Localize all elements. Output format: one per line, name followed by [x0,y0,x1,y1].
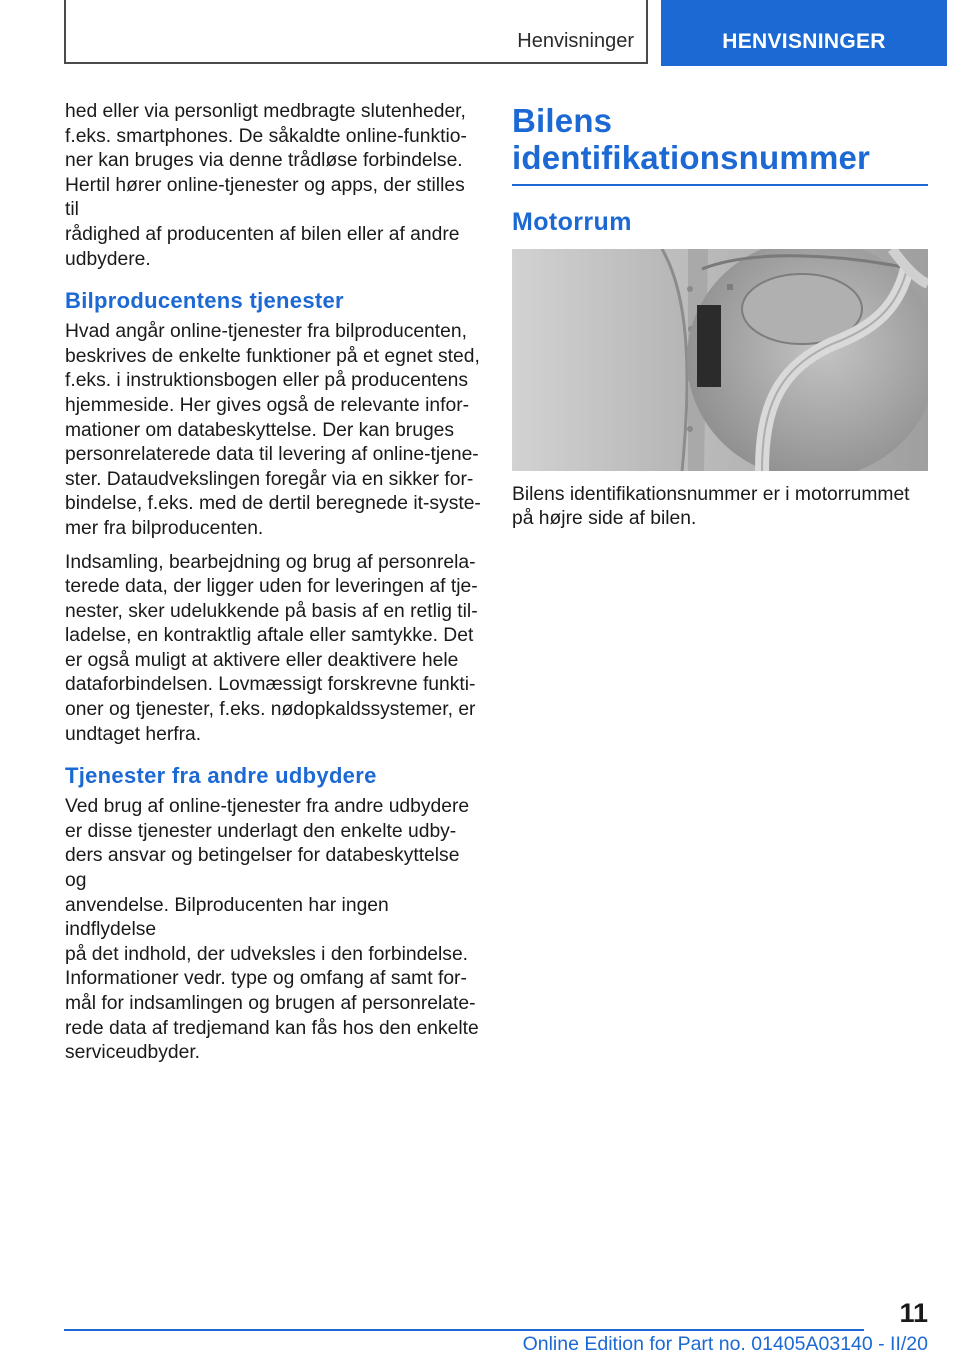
text-line: mationer om databeskyttelse. Der kan bruges [65,419,455,441]
text-line: personrelaterede data til levering af online-tjene- [65,444,479,466]
text-line: dataforbindelsen. Lovmæssigt forskrevne funkti- [65,674,476,696]
text-line: serviceudbyder. [65,1042,201,1064]
text-line: oner og tjenester, f.eks. nødopkaldssystemer, er [65,699,476,721]
text-line: ner kan bruges via denne trådløse forbindelse. [65,150,463,172]
text-line: hjemmeside. Her gives også de relevante infor- [65,394,470,416]
intro-paragraph [65,100,483,272]
manufacturer-services-paragraph-1 [65,320,483,541]
footer-divider [64,1329,864,1331]
page-number: 11 [899,1298,928,1328]
text-line: Informationer vedr. type og omfang af samt for- [65,968,467,990]
text-line: på højre side af bilen. [512,508,697,530]
subheading-engine-compartment: Motorrum [512,208,632,236]
text-line: f.eks. smartphones. De såkaldte online-funktio- [65,125,467,147]
page-header [64,0,648,64]
engine-compartment-photo [512,249,928,471]
text-line: terede data, der ligger uden for leveringen af tje- [65,576,478,598]
text-line: ladelse, en kontraktlig aftale eller samtykke. Det [65,625,474,647]
right-column [512,100,928,541]
text-line: udbydere. [65,248,151,270]
text-line: ster. Dataudvekslingen foregår via en sikker for- [65,468,474,490]
section-heading-third-party-services: Tjenester fra andre udbydere [65,763,377,789]
text-line: Hertil hører online-tjenester og apps, der stilles til [65,174,465,221]
manufacturer-services-paragraph-2 [65,551,483,748]
text-line: er disse tjenester underlagt den enkelte udby- [65,820,457,842]
text-line: rådighed af producenten af bilen eller af andre [65,223,460,245]
heading-line: Bilens [512,102,613,139]
left-column [65,100,483,1075]
text-line: Bilens identifikationsnummer er i motorrummet [512,483,910,505]
text-line: nester, sker udelukkende på basis af en retlig til- [65,600,478,622]
text-line: Indsamling, bearbejdning og brug af personrela- [65,551,476,573]
text-line: mål for indsamlingen og brugen af personrelate- [65,993,476,1014]
text-line: på det indhold, der udveksles i den forbindelse. [65,943,469,965]
section-heading-vin [512,102,928,186]
section-heading-manufacturer-services: Bilproducentens tjenester [65,288,344,314]
text-line: beskrives de enkelte funktioner på et egnet sted, [65,345,480,367]
text-line: rede data af tredjemand kan fås hos den enkelte [65,1017,479,1039]
text-line: ders ansvar og betingelser for databeskyttelse og [65,845,460,892]
photo-caption [512,483,928,532]
text-line: f.eks. i instruktionsbogen eller på producentens [65,370,469,392]
text-line: Ved brug af online-tjenester fra andre udbydere [65,796,470,818]
header-chapter-tab: HENVISNINGER [661,0,947,66]
header-title: Henvisninger [517,30,634,52]
text-line: undtaget herfra. [65,723,202,745]
text-line: anvendelse. Bilproducenten har ingen indflydelse [65,894,389,941]
third-party-services-paragraph [65,795,483,1066]
text-line: hed eller via personligt medbragte slutenheder, [65,101,466,122]
text-line: bindelse, f.eks. med de dertil beregnede it-syste- [65,493,481,515]
text-line: Hvad angår online-tjenester fra bilproducenten, [65,321,467,343]
heading-line: identifikationsnummer [512,139,871,176]
text-line: mer fra bilproducenten. [65,517,264,539]
text-line: er også muligt at aktivere eller deaktivere hele [65,649,459,671]
footer-edition-text: Online Edition for Part no. 01405A03140 - II/20 [522,1333,928,1355]
